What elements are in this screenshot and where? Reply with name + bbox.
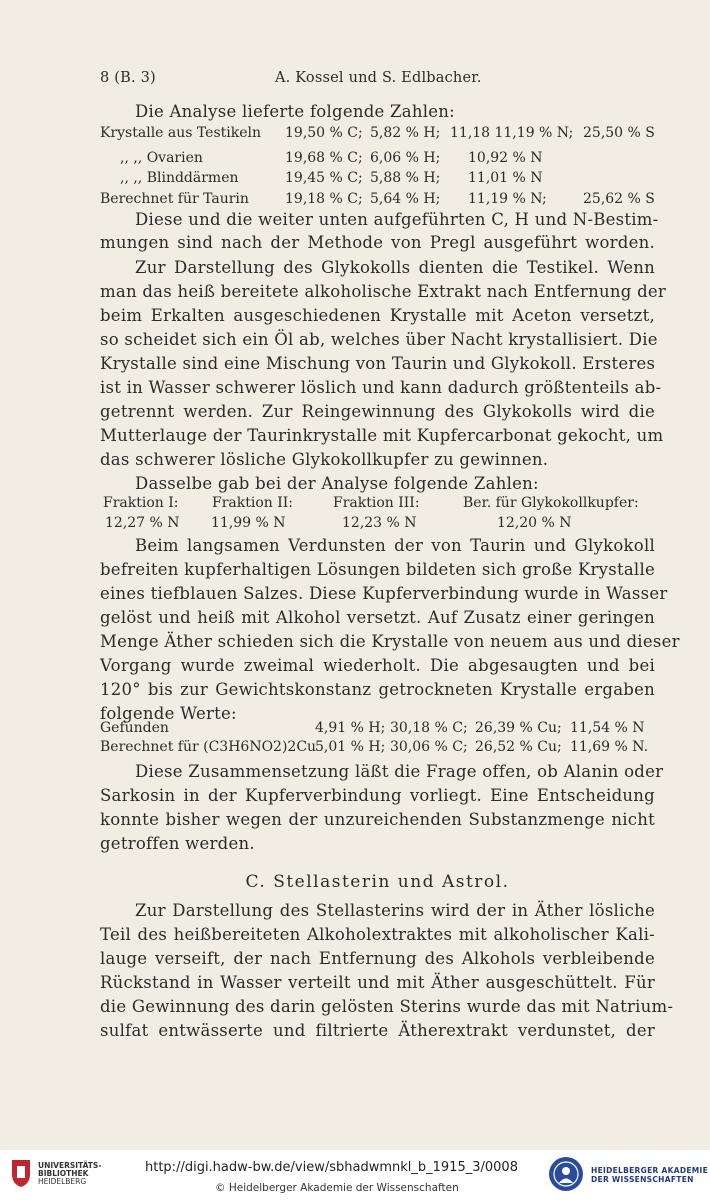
- body-line: befreiten kupferhaltigen Lösungen bildeten sich große Krystalle: [100, 560, 655, 579]
- body-line: Menge Äther schieden sich die Krystalle von neuem aus und dieser: [100, 632, 680, 651]
- body-line: das schwerer lösliche Glykokollkupfer zu gewinnen.: [100, 450, 549, 469]
- academy-seal-icon: [548, 1156, 584, 1192]
- body-line: lauge verseift, der nach Entfernung des Alkohols verbleibende: [100, 949, 655, 968]
- copyright-notice: © Heidelberger Akademie der Wissenschaften: [215, 1182, 459, 1194]
- body-line: Dasselbe gab bei der Analyse folgende Zahlen:: [135, 474, 539, 493]
- body-line: sulfat entwässerte und filtrierte Ätherextrakt verdunstet, der: [100, 1021, 655, 1040]
- permalink-url[interactable]: http://digi.hadw-bw.de/view/sbhadwmnkl_b_1915_3/0008: [145, 1160, 518, 1175]
- body-line: mungen sind nach der Methode von Pregl ausgeführt worden.: [100, 233, 655, 252]
- body-line: man das heiß bereitete alkoholische Extrakt nach Entfernung der: [100, 282, 667, 301]
- running-authors: A. Kossel und S. Edlbacher.: [275, 70, 482, 86]
- body-line: konnte bisher wegen der unzureichenden Substanzmenge nicht: [100, 810, 655, 829]
- body-line: Diese und die weiter unten aufgeführten C, H und N-Bestim-: [135, 210, 659, 229]
- body-line: folgende Werte:: [100, 704, 237, 723]
- body-line: die Gewinnung des darin gelösten Sterins wurde das mit Natrium-: [100, 997, 674, 1016]
- body-line: 120° bis zur Gewichtskonstanz getrockneten Krystalle ergaben: [100, 680, 655, 699]
- body-line: ist in Wasser schwerer löslich und kann dadurch größtenteils ab-: [100, 378, 662, 397]
- body-line: gelöst und heiß mit Alkohol versetzt. Auf Zusatz einer geringen: [100, 608, 655, 627]
- body-line: beim Erkalten ausgeschiedenen Krystalle mit Aceton versetzt,: [100, 306, 655, 325]
- body-line: Zur Darstellung des Stellasterins wird der in Äther lösliche: [135, 901, 655, 920]
- body-line: so scheidet sich ein Öl ab, welches über Nacht krystallisiert. Die: [100, 330, 658, 349]
- body-line: Diese Zusammensetzung läßt die Frage offen, ob Alanin oder: [135, 762, 664, 781]
- body-line: Krystalle sind eine Mischung von Taurin und Glykokoll. Ersteres: [100, 354, 656, 373]
- body-line: eines tiefblauen Salzes. Diese Kupferverbindung wurde in Wasser: [100, 584, 668, 603]
- body-line: Zur Darstellung des Glykokolls dienten die Testikel. Wenn: [135, 258, 655, 277]
- viewer-footer: [0, 1150, 710, 1200]
- page-number: 8 (B. 3): [100, 70, 156, 86]
- body-line: Vorgang wurde zweimal wiederholt. Die abgesaugten und bei: [100, 656, 655, 675]
- body-line: Teil des heißbereiteten Alkoholextraktes mit alkoholischer Kali-: [100, 925, 655, 944]
- body-line: Beim langsamen Verdunsten der von Taurin und Glykokoll: [135, 536, 655, 555]
- academy-name: HEIDELBERGER AKADEMIE DER WISSENSCHAFTEN: [591, 1166, 709, 1184]
- intro-line: Die Analyse lieferte folgende Zahlen:: [135, 102, 455, 121]
- body-line: Rückstand in Wasser verteilt und mit Äther ausgeschüttelt. Für: [100, 973, 655, 992]
- body-line: Mutterlauge der Taurinkrystalle mit Kupfercarbonat gekocht, um: [100, 426, 664, 445]
- university-library-logo-icon: [8, 1158, 34, 1188]
- section-heading: C. Stellasterin und Astrol.: [245, 872, 510, 892]
- university-library-name: UNIVERSITÄTS- BIBLIOTHEK HEIDELBERG: [38, 1161, 102, 1186]
- scanned-page: 8 (B. 3) A. Kossel und S. Edlbacher. Die Analyse lieferte folgende Zahlen: Krystalle aus Testikeln 19,50 % C; 5,82 % H; 11,18 11,19 % N; 25,50 % S ,, ,, Ovarien 19,68 % C; 6,06 % H; 10,92 % N ,, ,, Blinddärmen 19,45 % C; 5,88 % H; 11,01 % N Berechnet für Taurin 19,18 % C; 5,64 % H; 11,19 % N; 25,62 % S Diese und die weiter unten aufgeführten C, H und N-Bestim- mungen sind nach der Methode von Pregl ausgeführt worden. Zur Darstellung des Glykokolls dienten die Testikel. Wenn man das heiß bereitete alkoholische Extrakt nach Entfernung der beim Erkalten ausgeschiedenen Krystalle mit Aceton versetzt, so scheidet sich ein Öl ab, welches über Nacht krystallisiert. Die Krystalle sind eine Mischung von Taurin und Glykokoll. Ersteres ist in Wasser schwerer löslich und kann dadurch größtenteils ab- getrennt werden. Zur Reingewinnung des Glykokolls wird die Mutterlauge der Taurinkrystalle mit Kupfercarbonat gekocht, um das schwerer lösliche Glykokollkupfer zu gewinnen. Dasselbe gab bei der Analyse folgende Zahlen: Fraktion I: Fraktion II: Fraktion III: Ber. für Glykokollkupfer: 12,27 % N 11,99 % N 12,23 % N 12,20 % N Beim langsamen Verdunsten der von Taurin und Glykokoll befreiten kupferhaltigen Lösungen bildeten sich große Krystalle eines tiefblauen Salzes. Diese Kupferverbindung wurde in Wasser gelöst und heiß mit Alkohol versetzt. Auf Zusatz einer geringen Menge Äther schieden sich die Krystalle von neuem aus und dieser Vorgang wurde zweimal wiederholt. Die abgesaugten und bei 120° bis zur Gewichtskonstanz getrockneten Krystalle ergaben folgende Werte: Gefunden 4,91 % H; 30,18 % C; 26,39 % Cu; 11,54 % N Berechnet für (C3H6NO2)2Cu 5,01 % H; 30,06 % C; 26,52 % Cu; 11,69 % N. Diese Zusammensetzung läßt die Frage offen, ob Alanin oder Sarkosin in der Kupferverbindung vorliegt. Eine Entscheidung konnte bisher wegen der unzureichenden Substanzmenge nicht getroffen werden. C. Stellasterin und Astrol. Zur Darstellung des Stellasterins wird der in Äther lösliche Teil des heißbereiteten Alkoholextraktes mit alkoholischer Kali- lauge verseift, der nach Entfernung des Alkohols verbleibende Rückstand in Wasser verteilt und mit Äther ausgeschüttelt. Für die Gewinnung des darin gelösten Sterins wurde das mit Natrium- sulfat entwässerte und filtrierte Ätherextrakt verdunstet, der: [0, 0, 710, 1150]
- body-line: getrennt werden. Zur Reingewinnung des Glykokolls wird die: [100, 402, 655, 421]
- body-line: Sarkosin in der Kupferverbindung vorliegt. Eine Entscheidung: [100, 786, 655, 805]
- body-line: getroffen werden.: [100, 834, 255, 853]
